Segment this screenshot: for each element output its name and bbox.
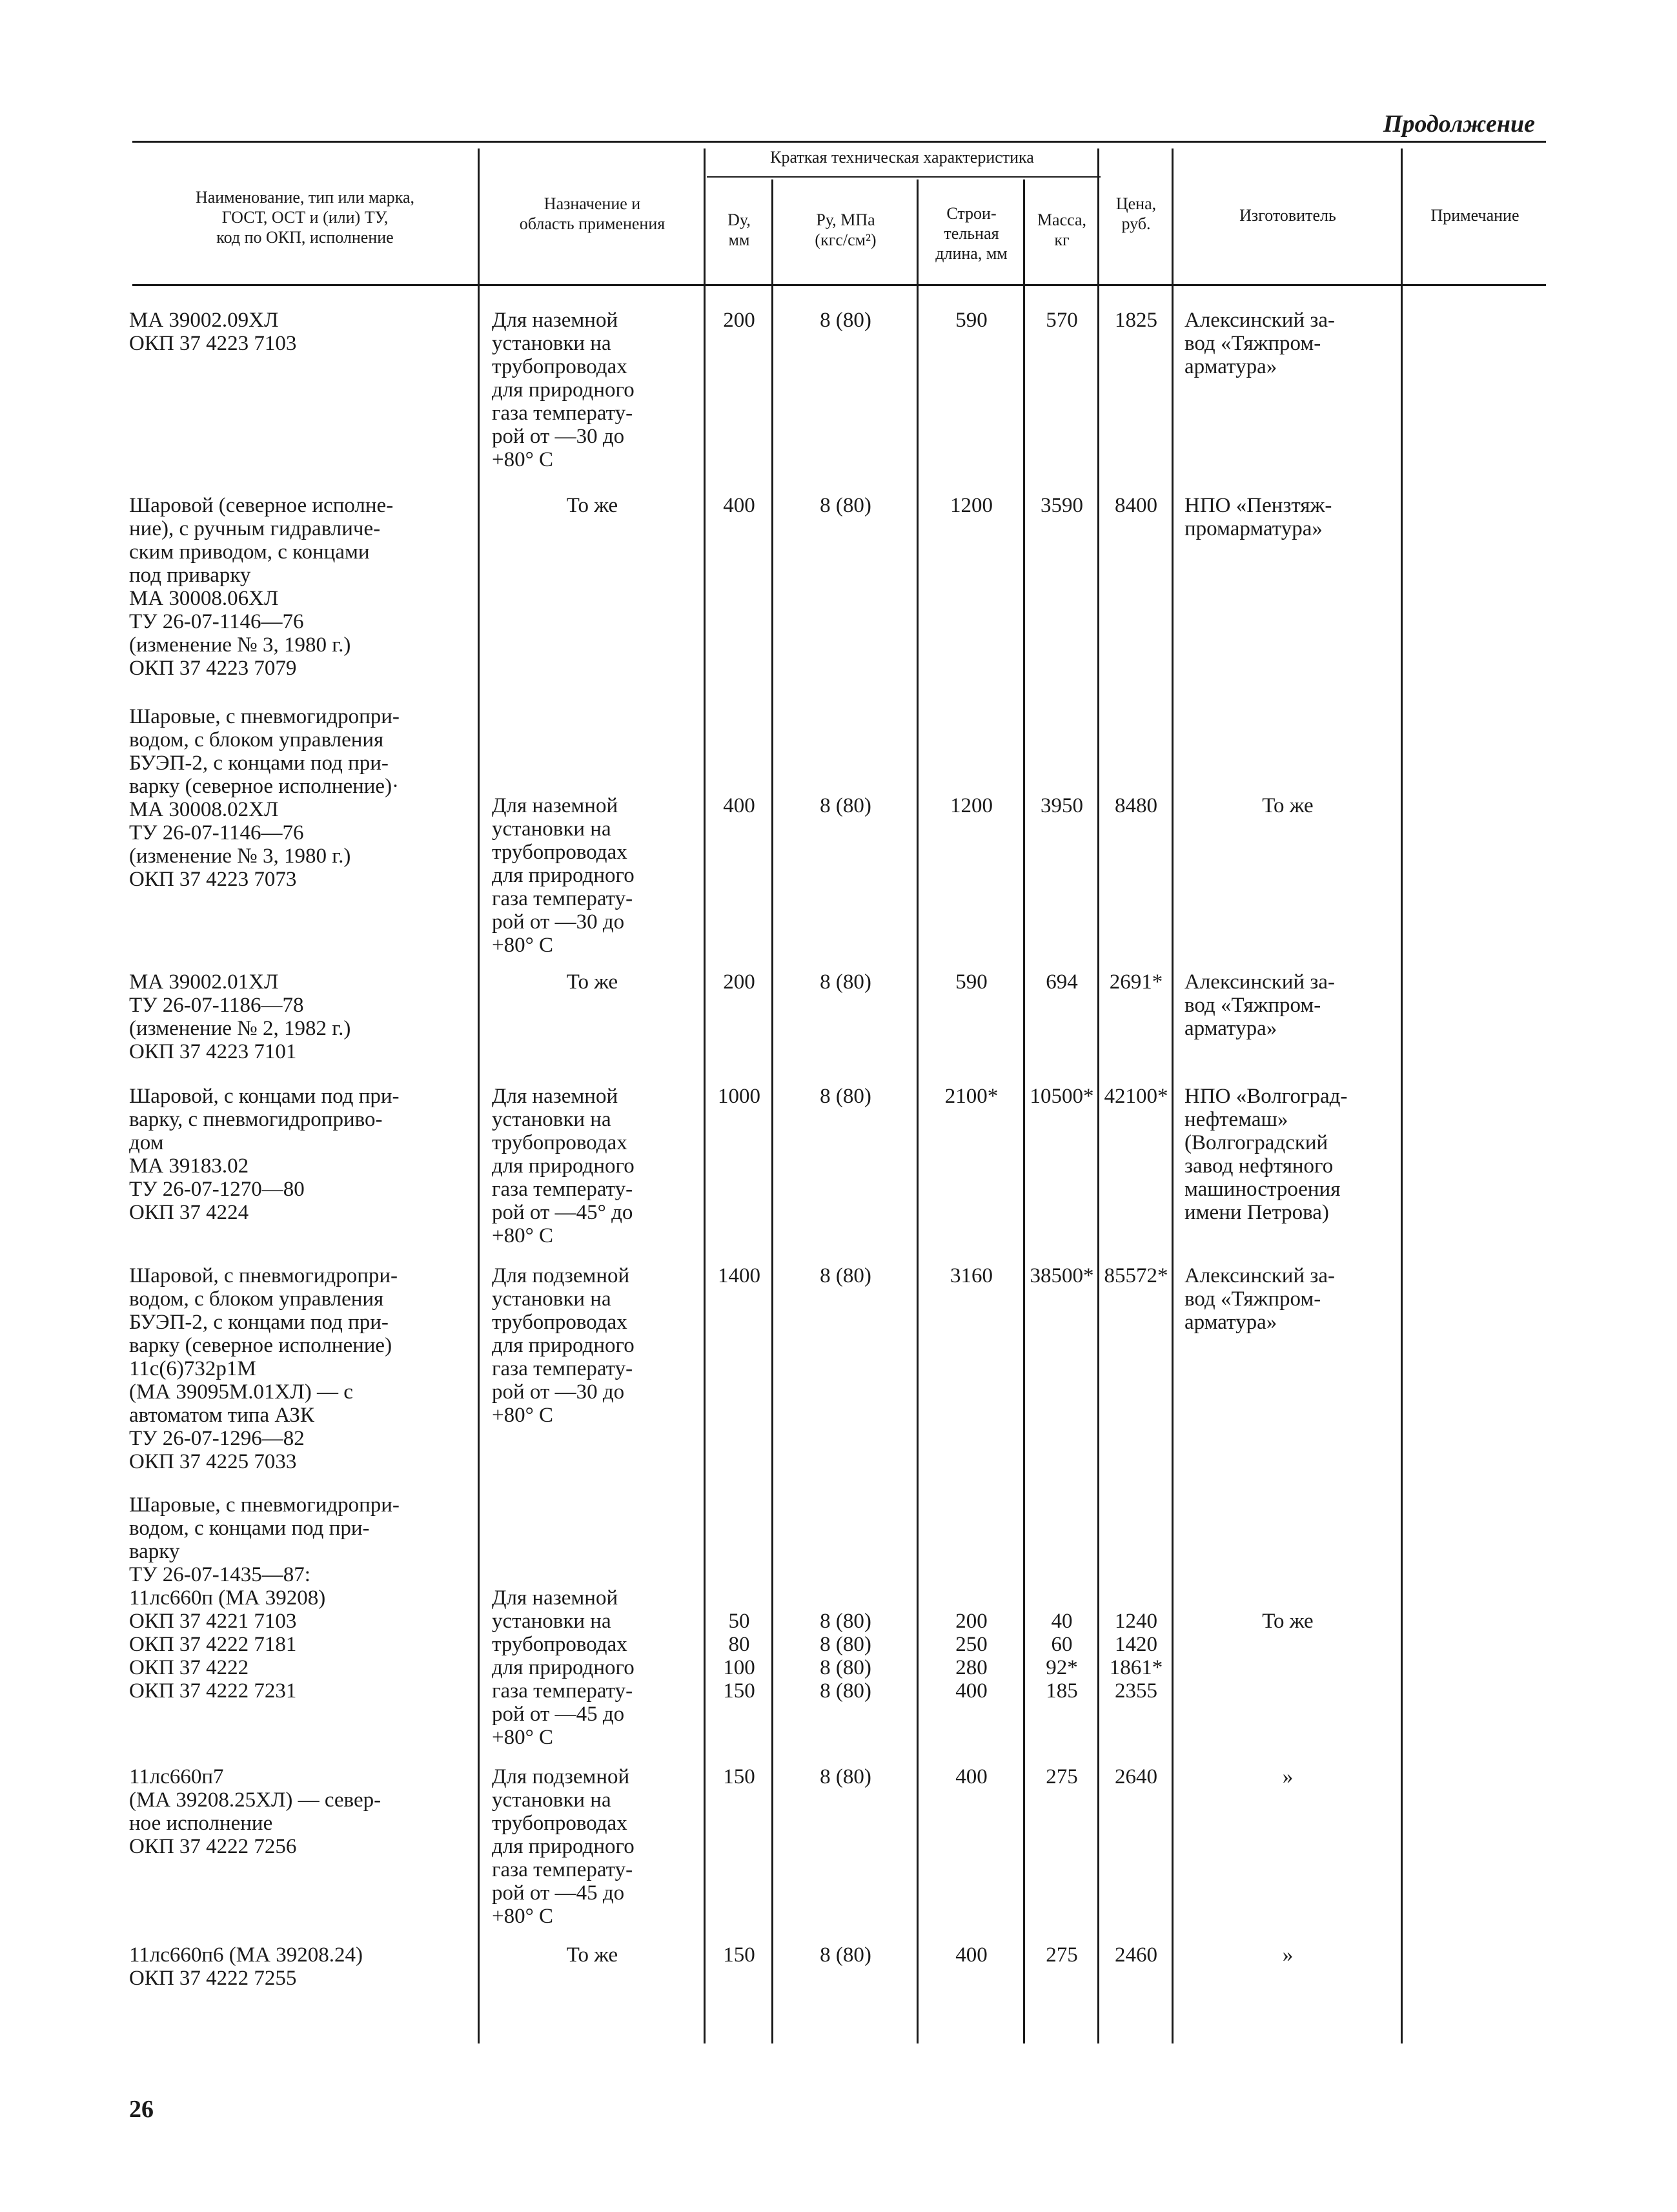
row-mass: 570 — [1046, 309, 1078, 332]
row-pn: 8 (80) 8 (80) 8 (80) 8 (80) — [820, 1610, 871, 1703]
row-maker: Алексинский за- вод «Тяжпром- арматура» — [1184, 1264, 1336, 1334]
row-dn: 1000 — [718, 1085, 760, 1108]
col-sep-8 — [1401, 148, 1403, 2043]
row-name: Шаровой, с пневмогидропри- водом, с блоком управления БУЭП-2, с концами под при- варку (северное исполнение) 11с(6)732р1М (МА 39095М.01ХЛ) — с автоматом типа АЗК ТУ 26-07-1296—82 ОКП 37 4225 7033 — [129, 1264, 398, 1473]
row-mass: 275 — [1046, 1943, 1078, 1967]
row-purpose: Для подземной установки на трубопроводах для природного газа температу- рой от —30 до +80° С — [492, 1264, 635, 1427]
row-name: 11лс660п6 (МА 39208.24) ОКП 37 4222 7255 — [129, 1943, 363, 1990]
col-sep-5 — [1023, 179, 1025, 2043]
row-price: 1825 — [1115, 309, 1157, 332]
row-price: 8480 — [1115, 794, 1157, 817]
row-maker: То же — [1262, 794, 1314, 817]
row-pn: 8 (80) — [820, 494, 871, 517]
header-length: Строи- тельная длина, мм — [935, 204, 1008, 263]
col-sep-2 — [704, 148, 706, 2043]
row-mass: 3590 — [1041, 494, 1083, 517]
row-length: 400 — [955, 1943, 988, 1967]
page-number: 26 — [129, 2096, 154, 2123]
row-purpose: То же — [566, 494, 618, 517]
row-pn: 8 (80) — [820, 1085, 871, 1108]
row-price: 42100* — [1104, 1085, 1168, 1108]
row-pn: 8 (80) — [820, 794, 871, 817]
row-pn: 8 (80) — [820, 309, 871, 332]
row-pn: 8 (80) — [820, 1943, 871, 1967]
row-length: 1200 — [950, 494, 993, 517]
row-dn: 400 — [723, 794, 755, 817]
header-pn: Pу, МПа (кгс/см²) — [815, 210, 877, 249]
col-sep-4 — [917, 179, 919, 2043]
header-mass: Масса, кг — [1037, 210, 1087, 249]
row-purpose: Для наземной установки на трубопроводах для природного газа температу- рой от —45° до +80° С — [492, 1085, 635, 1247]
row-name: Шаровой (северное исполне- ние), с ручным гидравличе- ским приводом, с концами под приварку МА 30008.06ХЛ ТУ 26-07-1146—76 (изменение № 3, 1980 г.) ОКП 37 4223 7079 — [129, 494, 394, 680]
row-mass: 275 — [1046, 1765, 1078, 1788]
row-dn: 400 — [723, 494, 755, 517]
row-maker: » — [1282, 1943, 1294, 1967]
row-price: 1240 1420 1861* 2355 — [1109, 1610, 1163, 1703]
row-length: 1200 — [950, 794, 993, 817]
row-length: 3160 — [950, 1264, 993, 1287]
row-purpose: Для подземной установки на трубопроводах для природного газа температу- рой от —45 до +80° С — [492, 1765, 635, 1928]
row-purpose: Для наземной установки на трубопроводах для природного газа температу- рой от —30 до +80° С — [492, 794, 635, 957]
header-price: Цена, руб. — [1115, 194, 1157, 233]
row-mass: 694 — [1046, 970, 1078, 994]
row-maker: » — [1282, 1765, 1294, 1788]
continuation-label: Продолжение — [1383, 110, 1535, 138]
row-length: 590 — [955, 309, 988, 332]
header-note: Примечание — [1430, 206, 1519, 225]
row-maker: Алексинский за- вод «Тяжпром- арматура» — [1184, 309, 1336, 378]
header-purpose: Назначение и область применения — [519, 194, 666, 233]
header-dn: Dу, мм — [727, 210, 751, 249]
row-purpose: Для наземной установки на трубопроводах для природного газа температу- рой от —45 до +80° С — [492, 1586, 635, 1749]
header-tech-group: Краткая техническая характеристика — [770, 148, 1034, 167]
row-mass: 3950 — [1041, 794, 1083, 817]
row-price: 2691* — [1109, 970, 1163, 994]
row-name: Шаровые, с пневмогидропри- водом, с концами под при- варку ТУ 26-07-1435—87: 11лс660п (МА 39208) ОКП 37 4221 7103 ОКП 37 4222 7181 ОКП 37 4222 ОКП 37 4222 7231 — [129, 1493, 400, 1703]
row-maker: НПО «Волгоград- нефтемаш» (Волгоградский завод нефтяного машиностроения имени Петрова) — [1184, 1085, 1348, 1224]
row-price: 85572* — [1104, 1264, 1168, 1287]
row-dn: 50 80 100 150 — [723, 1610, 755, 1703]
header-top-rule — [132, 141, 1546, 143]
row-length: 590 — [955, 970, 988, 994]
row-length: 400 — [955, 1765, 988, 1788]
row-name: Шаровой, с концами под при- варку, с пневмогидроприво- дом МА 39183.02 ТУ 26-07-1270—80 ОКП 37 4224 — [129, 1085, 400, 1224]
row-price: 2640 — [1115, 1765, 1157, 1788]
row-dn: 200 — [723, 970, 755, 994]
row-dn: 200 — [723, 309, 755, 332]
row-name: МА 39002.09ХЛ ОКП 37 4223 7103 — [129, 309, 297, 355]
row-maker: Алексинский за- вод «Тяжпром- арматура» — [1184, 970, 1336, 1040]
tech-group-rule — [707, 176, 1101, 178]
row-length: 2100* — [944, 1085, 999, 1108]
header-maker: Изготовитель — [1239, 206, 1336, 225]
row-purpose: Для наземной установки на трубопроводах для природного газа температу- рой от —30 до +80° С — [492, 309, 635, 471]
row-mass: 40 60 92* 185 — [1046, 1610, 1078, 1703]
row-purpose: То же — [566, 1943, 618, 1967]
row-name: МА 39002.01ХЛ ТУ 26-07-1186—78 (изменение № 2, 1982 г.) ОКП 37 4223 7101 — [129, 970, 351, 1063]
col-sep-3 — [771, 179, 773, 2043]
row-name: Шаровые, с пневмогидропри- водом, с блоком управления БУЭП-2, с концами под при- варку (северное исполнение)· МА 30008.02ХЛ ТУ 26-07-1146—76 (изменение № 3, 1980 г.) ОКП 37 4223 7073 — [129, 705, 400, 891]
row-pn: 8 (80) — [820, 1264, 871, 1287]
row-dn: 1400 — [718, 1264, 760, 1287]
row-price: 2460 — [1115, 1943, 1157, 1967]
row-maker: НПО «Пензтяж- промарматура» — [1184, 494, 1332, 540]
row-pn: 8 (80) — [820, 1765, 871, 1788]
row-dn: 150 — [723, 1943, 755, 1967]
header-name: Наименование, тип или марка, ГОСТ, ОСТ и (или) ТУ, код по ОКП, исполнение — [195, 188, 415, 247]
row-name: 11лс660п7 (МА 39208.25ХЛ) — север- ное исполнение ОКП 37 4222 7256 — [129, 1765, 381, 1858]
header-bottom-rule — [132, 284, 1546, 286]
row-length: 200 250 280 400 — [955, 1610, 988, 1703]
row-mass: 38500* — [1030, 1264, 1094, 1287]
row-maker: То же — [1262, 1610, 1314, 1633]
row-price: 8400 — [1115, 494, 1157, 517]
row-pn: 8 (80) — [820, 970, 871, 994]
col-sep-1 — [478, 148, 480, 2043]
row-mass: 10500* — [1030, 1085, 1094, 1108]
row-dn: 150 — [723, 1765, 755, 1788]
row-purpose: То же — [566, 970, 618, 994]
